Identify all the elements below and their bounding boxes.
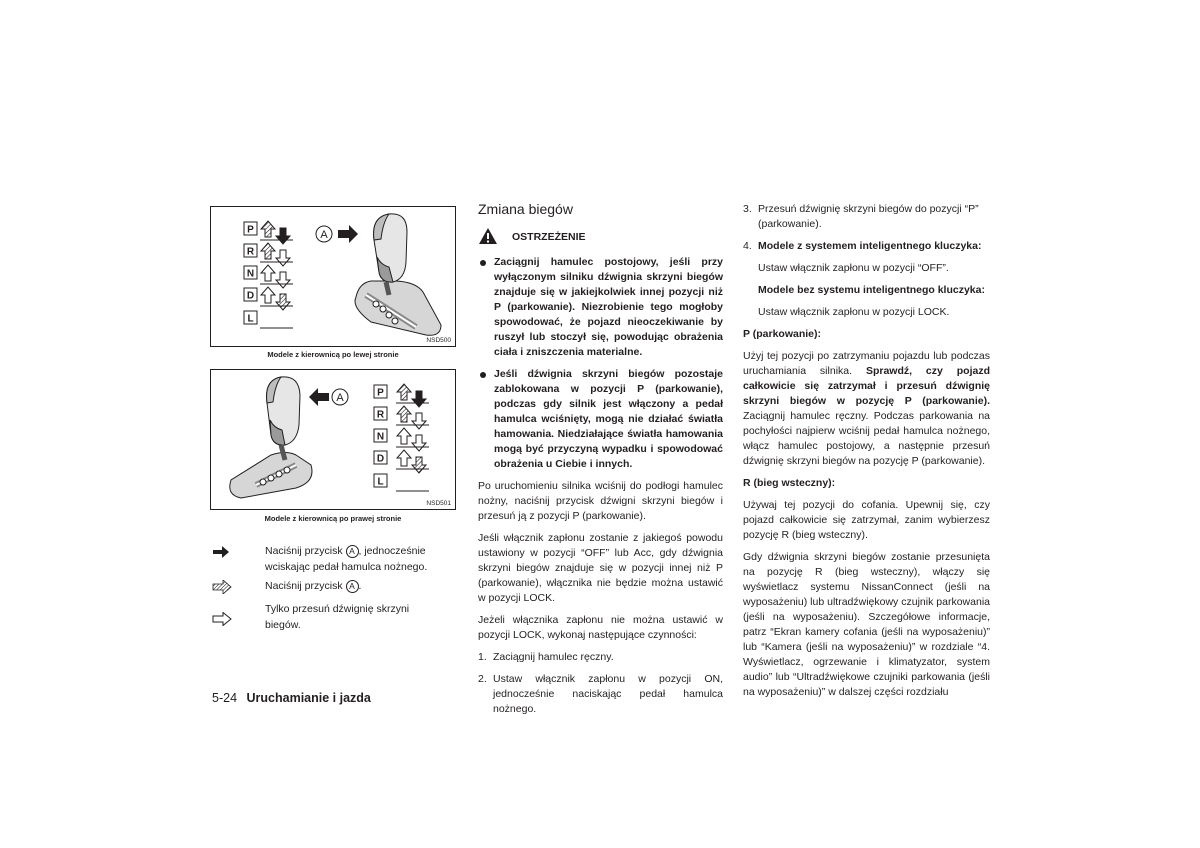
legend-row-black-arrow [212,543,442,575]
section-heading: Zmiana biegów [478,201,573,217]
legend-text: Tylko przesuń dźwignię skrzyni biegów. [265,603,410,631]
subheading-p: P (parkowanie): [743,328,821,340]
subheading-r: R (bieg wsteczny): [743,477,836,489]
figure-caption: Modele z kierownicą po prawej stronie [264,514,402,523]
warning-bullet: Jeśli dźwignia skrzyni biegów pozostaje zablokowana w pozycji P (parkowanie), podczas gdy silnik jest włączony a pedał hamulca wciśnięty, mogą nie działać światła hamowania. Niedziałające światła hamowania mogą być przyczyną wypadku i spowodować obrażenia u Ciebie i innych. [478,367,723,472]
pos-label-D: D [376,453,385,465]
paragraph: Po uruchomieniu silnika wciśnij do podłogi hamulec nożny, naciśnij przycisk dźwigni skrzyni biegów i przesuń ją z pozycji P (parkowanie). [478,480,723,522]
step-text: Ustaw włącznik zapłonu w pozycji ON, jednocześnie naciskając pedał hamulca nożnego. [493,673,723,715]
pos-label-D: D [246,290,255,302]
black-arrow-icon [338,225,358,243]
black-arrow-icon [309,388,329,406]
step-title: Modele z systemem inteligentnego kluczyka: [758,240,982,252]
warning-header [478,227,723,249]
paragraph: Jeżeli włącznika zapłonu nie można ustawić w pozycji LOCK, wykonaj następujące czynności: [478,614,723,641]
legend-row-outline-arrow [212,601,442,633]
black-arrow-icon [212,546,230,558]
step-number: 1. [478,651,487,663]
step-text: Przesuń dźwignię skrzyni biegów do pozycji “P” (parkowanie). [758,203,979,230]
figure-caption: Modele z kierownicą po lewej stronie [267,350,399,359]
pos-label-R: R [246,246,255,258]
step-number: 3. [743,203,752,215]
step-item [743,202,990,232]
section-name: Uruchamianie i jazda [246,691,371,705]
figure-left-hand-drive [210,206,456,347]
legend-text: . [358,580,362,592]
shift-console [230,453,312,499]
legend-text: Naciśnij przycisk [265,580,346,592]
fig1-label-a: A [320,229,328,241]
transition-arrows [396,384,429,491]
hatched-arrow-icon [212,580,232,594]
legend-text: , jednocześnie wciskając pedał hamulca nożnego. [265,545,428,573]
pos-label-P: P [377,387,384,399]
step-title: Modele bez systemu inteligentnego kluczyka: [758,284,985,296]
page-footer [212,691,371,705]
step-text: Ustaw włącznik zapłonu w pozycji LOCK. [758,306,950,318]
column-right [743,202,990,707]
step-item [478,650,723,665]
figure-code: NSD500 [426,337,451,344]
outline-arrow-icon [212,612,232,626]
transition-arrows [260,221,293,328]
button-a-symbol: A [346,580,359,593]
shift-console [355,281,441,335]
step-number: 4. [743,240,752,252]
legend-row-hatched-arrow [212,578,442,594]
shift-lever-illustration-rhd [211,370,457,511]
step-item [478,672,723,717]
figure-right-hand-drive [210,369,456,510]
step-item [743,239,990,254]
pos-label-L: L [247,313,254,325]
pos-label-R: R [376,409,385,421]
shift-lever-illustration-lhd [211,207,457,348]
column-middle [478,202,723,724]
paragraph: Użyj tej pozycji po zatrzymaniu pojazdu lub podczas uruchamiania silnika. Sprawdź, czy pojazd całkowicie się zatrzymał i przesuń dźwignię skrzyni biegów w pozycję P (parkowanie). Zaciągnij hamulec ręczny. Podczas parkowania na pochyłości najpierw wciśnij pedał hamulca nożnego, włącz hamulec postojowy, a następnie przesuń dźwignię skrzyni biegów na pozycję P (parkowanie). [743,350,991,467]
pos-label-L: L [377,476,384,488]
shift-knob [267,377,300,460]
paragraph: Używaj tej pozycji do cofania. Upewnij się, czy pojazd całkowicie się zatrzymał, zanim wybierzesz pozycję R (bieg wsteczny). [743,499,990,541]
pos-label-N: N [376,431,385,443]
paragraph: Gdy dźwignia skrzyni biegów zostanie przesunięta na pozycję R (bieg wsteczny), włączy się wyświetlacz systemu NissanConnect (jeśli na wyposażeniu) lub ultradźwiękowy czujnik parkowania (jeśli na wyposażeniu). Szczegółowe informacje, patrz “Ekran kamery cofania (jeśli na wyposażeniu)” lub “Kamera (jeśli na wyposażeniu)” w rozdziale “4. Wyświetlacz, ogrzewanie i klimatyzator, system audio” lub “Ultradźwiękowe czujniki parkowania (jeśli na wyposażeniu)” w dalszej części rozdziału [743,551,990,698]
warning-bullet: Zaciągnij hamulec postojowy, jeśli przy wyłączonym silniku dźwignia skrzyni biegów znajduje się w jakiejkolwiek innej pozycji niż P (parkowanie). Niezrobienie tego mogłoby spowodować, że pojazd nieoczekiwanie by ruszył lub stoczył się, powodując obrażenia ciała i zniszczenia materialne. [478,255,723,360]
step-text: Zaciągnij hamulec ręczny. [493,651,614,663]
legend-text: Naciśnij przycisk [265,545,346,557]
paragraph: Jeśli włącznik zapłonu zostanie z jakiegoś powodu ustawiony w pozycji “OFF” lub Acc, gdy dźwignia skrzyni biegów znajduje się w pozycji innej niż P (parkowanie), włącznika nie będzie można ustawić w pozycji LOCK. [478,532,723,604]
figure-code: NSD501 [426,500,451,507]
step-number: 2. [478,673,487,685]
page-number: 5-24 [212,691,238,705]
pos-label-N: N [246,268,255,280]
button-a-symbol: A [346,545,359,558]
pos-label-P: P [247,224,254,236]
fig2-label-a: A [336,392,344,404]
warning-triangle-icon [478,227,498,245]
step-text: Ustaw włącznik zapłonu w pozycji “OFF”. [758,262,949,274]
warning-label: OSTRZEŻENIE [512,231,586,243]
